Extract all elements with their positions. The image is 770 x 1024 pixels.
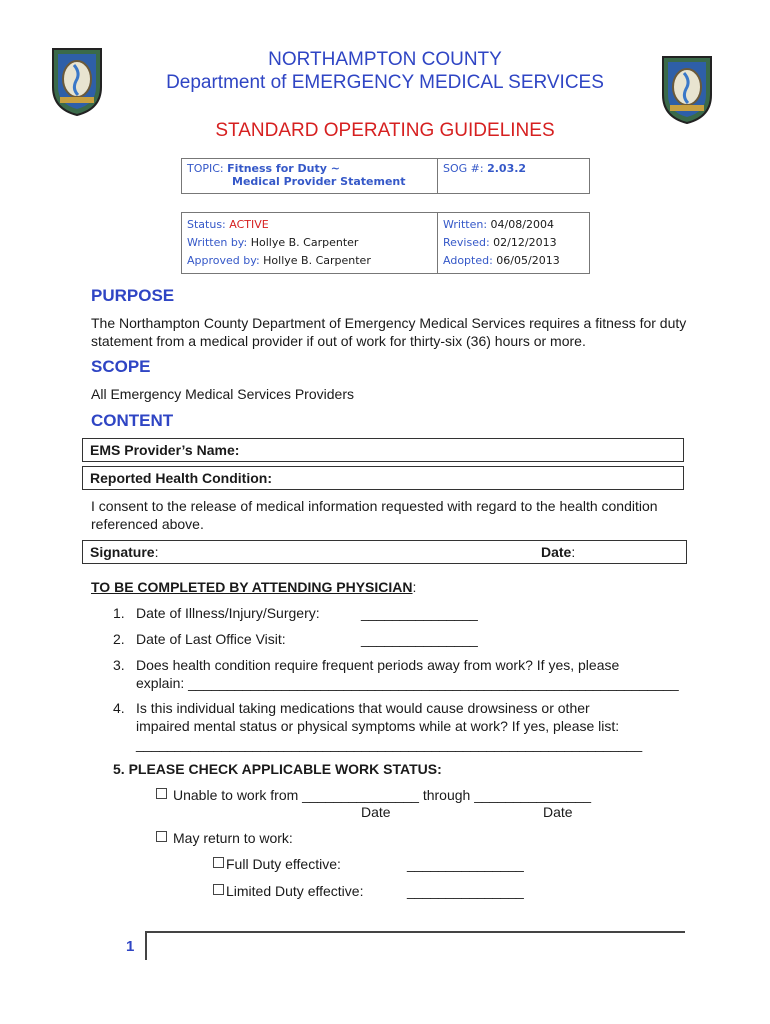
- topic-line1: Fitness for Duty ~: [227, 162, 340, 175]
- topic-line2: Medical Provider Statement: [232, 175, 406, 188]
- county-name: NORTHAMPTON COUNTY: [268, 49, 502, 70]
- item4-line3[interactable]: _________________________________________________________________: [136, 736, 643, 752]
- physician-heading-colon: :: [412, 579, 417, 595]
- signature-colon: :: [154, 544, 159, 560]
- footer-divider: [145, 931, 147, 960]
- limited-duty-checkbox[interactable]: [213, 884, 224, 895]
- signature-label: Signature: [90, 544, 155, 560]
- may-return-text: May return to work:: [173, 830, 293, 846]
- status-value: ACTIVE: [229, 218, 269, 231]
- sog-number-cell: [438, 159, 590, 194]
- item5-heading: 5. PLEASE CHECK APPLICABLE WORK STATUS:: [113, 761, 442, 777]
- item3-num: 3.: [113, 657, 125, 673]
- revised-label: Revised:: [443, 236, 490, 249]
- sog-value: 2.03.2: [487, 162, 527, 175]
- adopted-label: Adopted:: [443, 254, 493, 267]
- scope-text: All Emergency Medical Services Providers: [91, 386, 354, 402]
- signature-field[interactable]: [82, 540, 687, 564]
- item1-blank[interactable]: _______________: [361, 605, 478, 621]
- item4-line2: impaired mental status or physical symptoms while at work? If yes, please list:: [136, 718, 620, 734]
- scope-heading: SCOPE: [91, 357, 151, 376]
- status-cell: [182, 213, 438, 274]
- date-colon: :: [571, 544, 576, 560]
- footer-rule: [145, 931, 685, 933]
- purpose-heading: PURPOSE: [91, 286, 175, 305]
- date-field-label: [541, 542, 575, 562]
- written-label: Written:: [443, 218, 488, 231]
- may-return-row: [156, 830, 293, 846]
- item4-num: 4.: [113, 700, 125, 716]
- unable-to-work-row: [156, 787, 591, 803]
- limited-duty-row: [213, 883, 363, 899]
- approved-by-value: Hollye B. Carpenter: [263, 254, 371, 267]
- document-title: STANDARD OPERATING GUIDELINES: [215, 120, 555, 141]
- topic-table: [181, 158, 590, 194]
- date-label: Date: [541, 544, 572, 560]
- health-condition-label: Reported Health Condition:: [90, 470, 272, 486]
- item1-num: 1.: [113, 605, 125, 621]
- written-value: 04/08/2004: [490, 218, 554, 231]
- full-duty-row: [213, 856, 341, 872]
- written-by-value: Hollye B. Carpenter: [250, 236, 359, 249]
- item4-line1: Is this individual taking medications that would cause drowsiness or other: [136, 700, 590, 716]
- limited-duty-blank[interactable]: _______________: [407, 883, 524, 899]
- approved-by-label: Approved by:: [187, 254, 260, 267]
- provider-name-field[interactable]: [82, 438, 684, 462]
- full-duty-checkbox[interactable]: [213, 857, 224, 868]
- item3-line2[interactable]: explain: _______________________________________________________________: [136, 675, 679, 691]
- provider-name-label: EMS Provider’s Name:: [90, 442, 240, 458]
- topic-cell: [182, 159, 438, 194]
- consent-text: I consent to the release of medical information requested with regard to the health condition referenced above.: [91, 498, 658, 532]
- through-date-caption: Date: [543, 804, 573, 820]
- sog-label: SOG #:: [443, 162, 484, 175]
- written-by-label: Written by:: [187, 236, 248, 249]
- physician-heading: TO BE COMPLETED BY ATTENDING PHYSICIAN: [91, 579, 413, 595]
- may-return-checkbox[interactable]: [156, 831, 167, 842]
- item1-label: Date of Illness/Injury/Surgery:: [136, 605, 320, 621]
- limited-duty-text: Limited Duty effective:: [226, 883, 364, 899]
- department-name: Department of EMERGENCY MEDICAL SERVICES: [166, 72, 604, 93]
- item3-line1: Does health condition require frequent periods away from work? If yes, please: [136, 657, 620, 673]
- health-condition-field[interactable]: [82, 466, 684, 490]
- unable-to-work-checkbox[interactable]: [156, 788, 167, 799]
- revised-value: 02/12/2013: [493, 236, 557, 249]
- item2-blank[interactable]: _______________: [361, 631, 478, 647]
- full-duty-text: Full Duty effective:: [226, 856, 341, 872]
- unable-to-work-text: Unable to work from _______________ through _______________: [173, 787, 592, 803]
- topic-label: TOPIC:: [187, 162, 224, 175]
- purpose-text: The Northampton County Department of Emergency Medical Services requires a fitness for duty statement from a medical provider if out of work for thirty-six (36) hours or more.: [91, 315, 687, 349]
- full-duty-blank[interactable]: _______________: [407, 856, 524, 872]
- status-table: [181, 212, 590, 274]
- dates-cell: [438, 213, 590, 274]
- adopted-value: 06/05/2013: [496, 254, 560, 267]
- from-date-caption: Date: [361, 804, 391, 820]
- item2-label: Date of Last Office Visit:: [136, 631, 286, 647]
- page-number: 1: [126, 938, 135, 955]
- status-label: Status:: [187, 218, 226, 231]
- content-heading: CONTENT: [91, 411, 174, 430]
- item2-num: 2.: [113, 631, 125, 647]
- physician-heading-wrap: [91, 579, 416, 595]
